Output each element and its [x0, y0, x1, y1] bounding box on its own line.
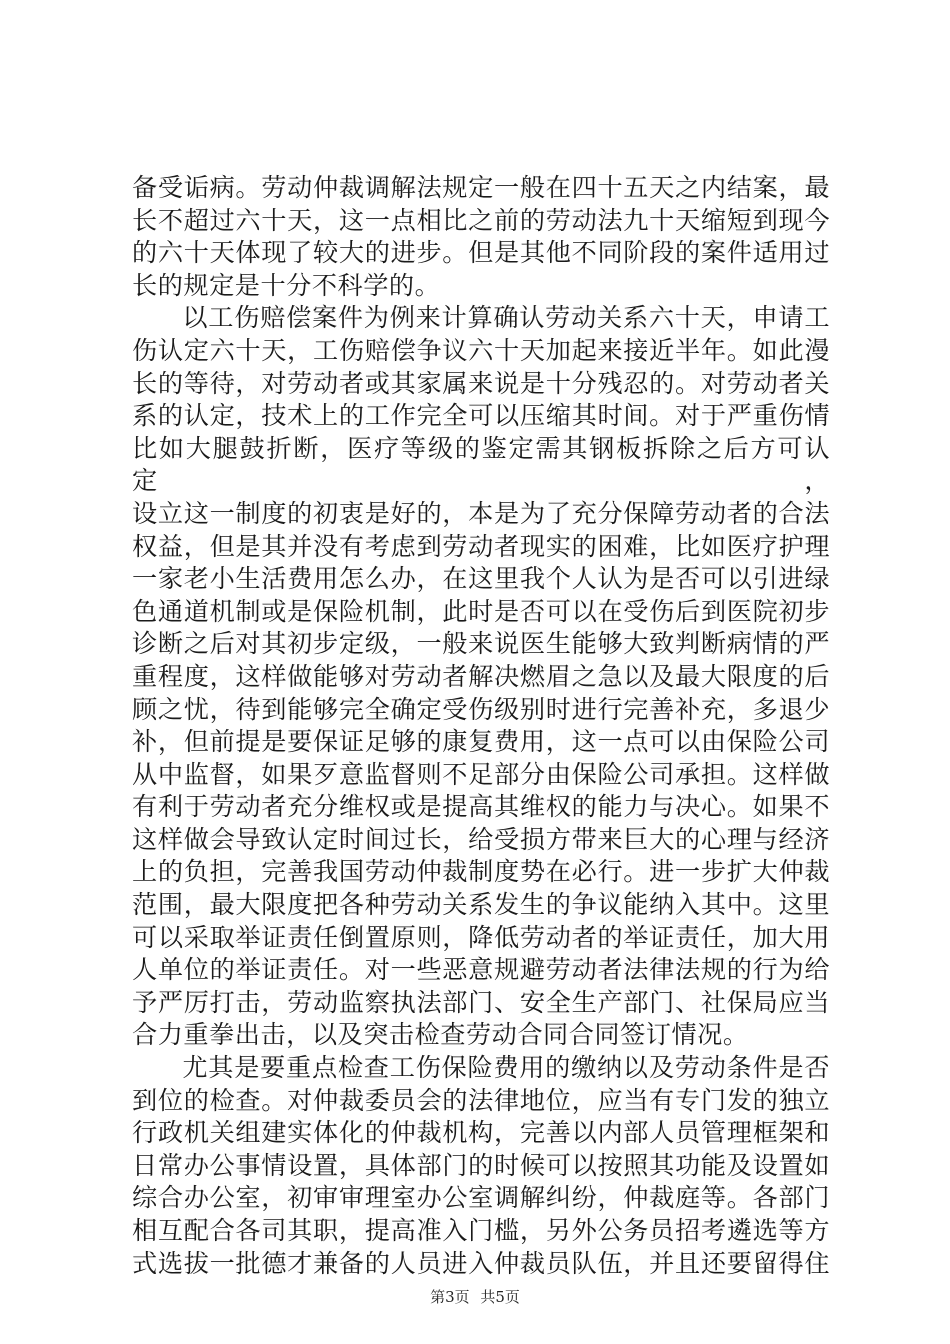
text-line: 综合办公室，初审审理室办公室调解纠纷，仲裁庭等。各部门	[132, 1183, 830, 1213]
text-line: 权益，但是其并没有考虑到劳动者现实的困难，比如医疗护理	[132, 531, 830, 561]
text-line: 诊断之后对其初步定级，一般来说医生能够大致判断病情的严	[132, 629, 830, 659]
text-line: 备受诟病。劳动仲裁调解法规定一般在四十五天之内结案，最	[132, 173, 830, 202]
text-line: 有利于劳动者充分维权或是提高其维权的能力与决心。如果不	[132, 792, 830, 822]
text-line: 长的规定是十分不科学的。	[132, 270, 441, 300]
text-line: 予严厉打击，劳动监察执法部门、安全生产部门、社保局应当	[132, 987, 830, 1017]
text-line: 尤其是要重点检查工伤保险费用的缴纳以及劳动条件是否	[182, 1053, 830, 1083]
text-line: 补，但前提是要保证足够的康复费用，这一点可以由保险公司	[132, 727, 830, 757]
text-line: 日常办公事情设置，具体部门的时候可以按照其功能及设置如	[132, 1150, 830, 1180]
text-line: 上的负担，完善我国劳动仲裁制度势在必行。进一步扩大仲裁	[132, 857, 830, 887]
text-line: 比如大腿鼓折断，医疗等级的鉴定需其钢板拆除之后方可认定，	[132, 433, 830, 496]
text-line: 行政机关组建实体化的仲裁机构，完善以内部人员管理框架和	[132, 1118, 830, 1148]
text-line: 以工伤赔偿案件为例来计算确认劳动关系六十天，申请工	[182, 303, 830, 333]
document-body	[132, 172, 830, 1280]
text-line: 重程度，这样做能够对劳动者解决燃眉之急以及最大限度的后	[132, 661, 830, 691]
text-line: 范围，最大限度把各种劳动关系发生的争议能纳入其中。这里	[132, 890, 830, 920]
text-line: 顾之忧，待到能够完全确定受伤级别时进行完善补充，多退少	[132, 694, 830, 724]
text-line: 这样做会导致认定时间过长，给受损方带来巨大的心理与经济	[132, 824, 830, 854]
text-line: 设立这一制度的初衷是好的，本是为了充分保障劳动者的合法	[132, 498, 830, 528]
text-line: 人单位的举证责任。对一些恶意规避劳动者法律法规的行为给	[132, 955, 830, 985]
text-line: 从中监督，如果歹意监督则不足部分由保险公司承担。这样做	[132, 759, 830, 789]
text-line: 到位的检查。对仲裁委员会的法律地位，应当有专门发的独立	[132, 1085, 830, 1115]
text-line: 式选拔一批德才兼备的人员进入仲裁员队伍，并且还要留得住	[132, 1248, 830, 1278]
page-footer	[0, 1286, 950, 1307]
text-line: 一家老小生活费用怎么办，在这里我个人认为是否可以引进绿	[132, 564, 830, 594]
page-total: 共5页	[480, 1288, 520, 1306]
text-line: 长不超过六十天，这一点相比之前的劳动法九十天缩短到现今	[132, 205, 830, 235]
text-line: 可以采取举证责任倒置原则，降低劳动者的举证责任，加大用	[132, 922, 830, 952]
text-line: 系的认定，技术上的工作完全可以压缩其时间。对于严重伤情	[132, 401, 830, 431]
page-number: 第3页	[430, 1288, 470, 1306]
text-line: 合力重拳出击，以及突击检查劳动合同合同签订情况。	[132, 1020, 749, 1050]
text-line: 长的等待，对劳动者或其家属来说是十分残忍的。对劳动者关	[132, 368, 830, 398]
text-line: 相互配合各司其职，提高准入门槛，另外公务员招考遴选等方	[132, 1216, 830, 1245]
text-line: 的六十天体现了较大的进步。但是其他不同阶段的案件适用过	[132, 238, 830, 268]
text-line: 伤认定六十天，工伤赔偿争议六十天加起来接近半年。如此漫	[132, 335, 830, 365]
text-line: 色通道机制或是保险机制，此时是否可以在受伤后到医院初步	[132, 596, 830, 626]
